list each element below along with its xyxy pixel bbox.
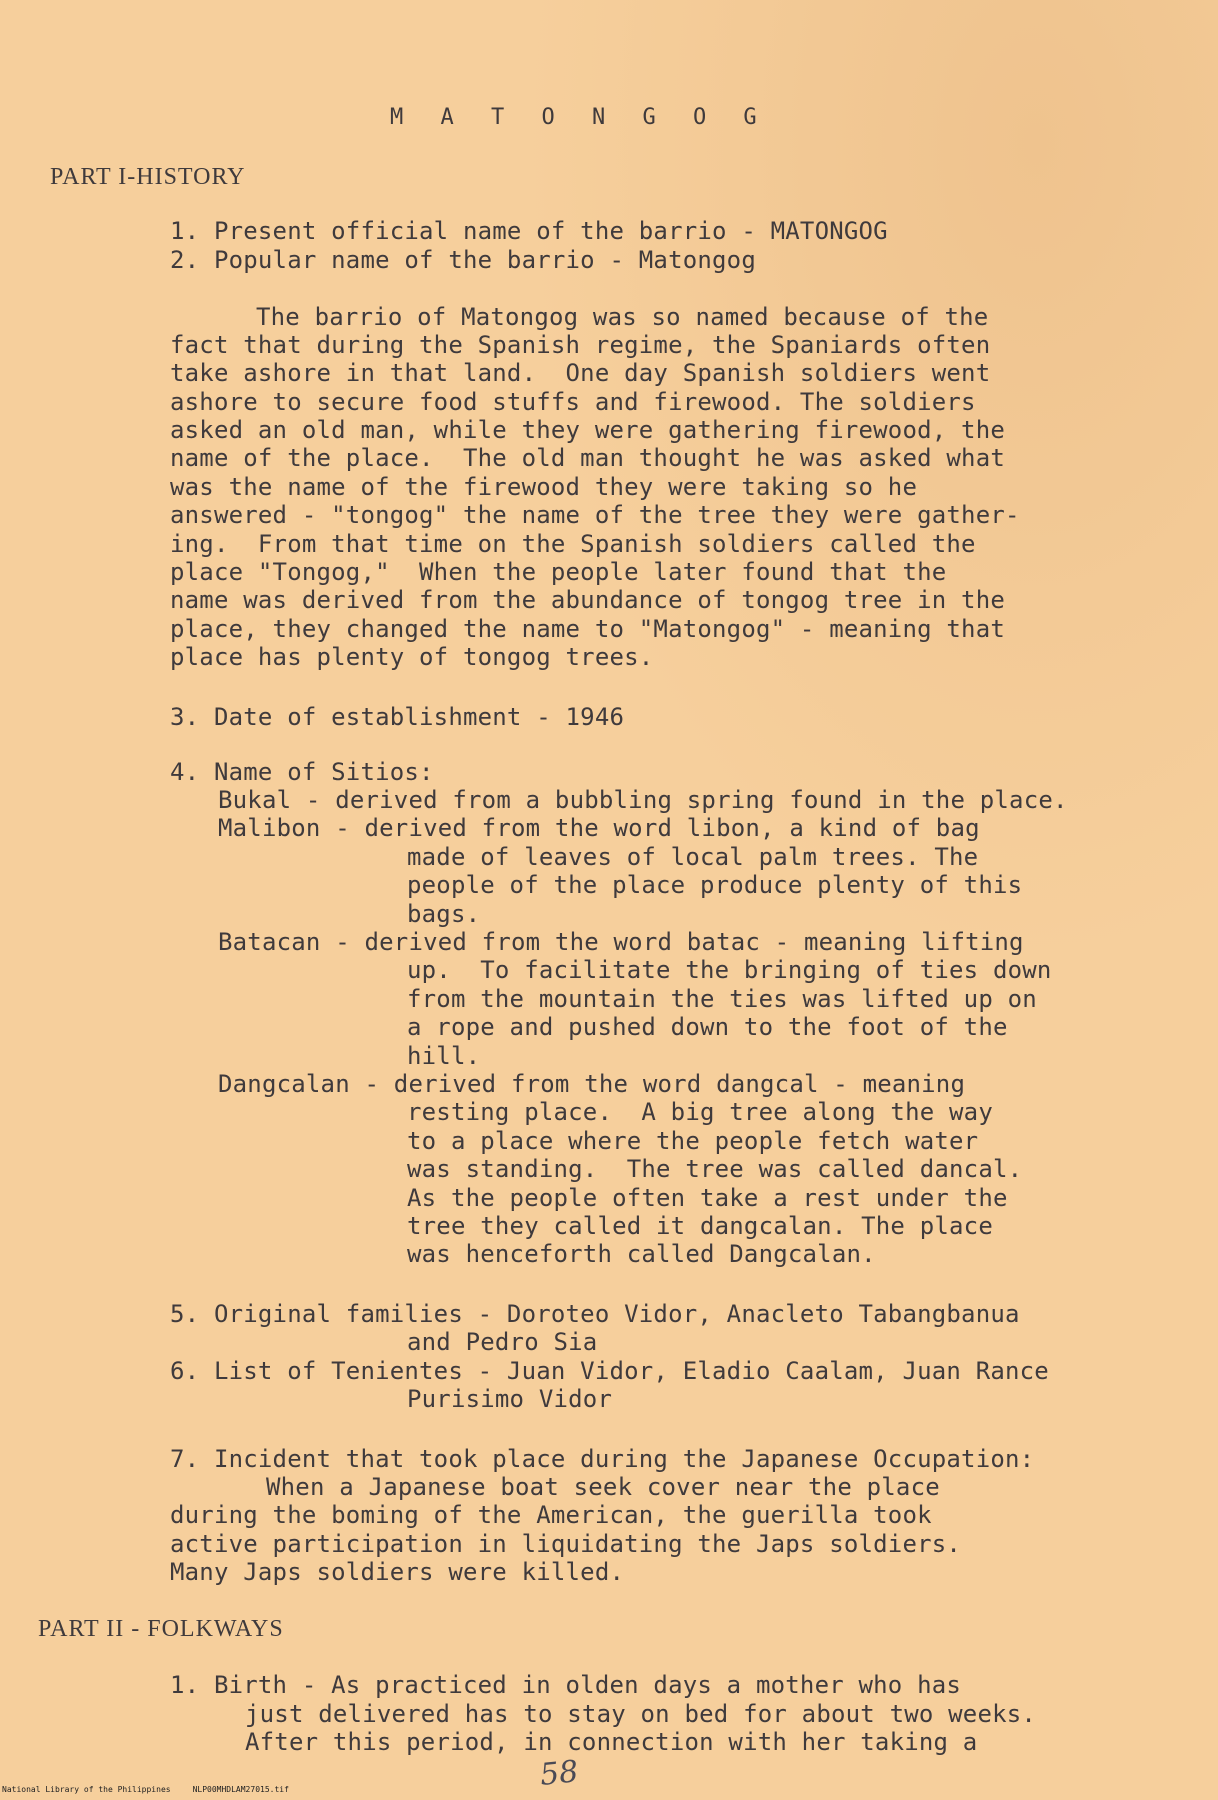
part1-heading: PART I-HISTORY — [50, 164, 246, 190]
incident-line: Many Japs soldiers were killed. — [170, 1558, 625, 1586]
footer-filename: NLP00MHDLAM27015.tif — [192, 1785, 289, 1794]
sitio-malibon-line: people of the place produce plenty of this — [407, 871, 1023, 899]
history-line: place "Tongog," When the people later found that the — [170, 558, 947, 586]
item-tenientes-line: Purisimo Vidor — [407, 1385, 613, 1413]
sitio-dangcalan: Dangcalan - derived from the word dangcal - meaning — [218, 1070, 966, 1098]
history-line: asked an old man, while they were gathering firewood, the — [170, 416, 1006, 444]
history-line: take ashore in that land. One day Spanish soldiers went — [170, 359, 991, 387]
history-line: name was derived from the abundance of tongog tree in the — [170, 586, 1006, 614]
item-original-families-line: and Pedro Sia — [407, 1328, 598, 1356]
history-line: was the name of the firewood they were taking so he — [170, 473, 918, 501]
history-line: name of the place. The old man thought he was asked what — [170, 444, 1006, 472]
incident-line: during the boming of the American, the guerilla took — [170, 1501, 932, 1529]
sitio-dangcalan-line: was standing. The tree was called dancal. — [407, 1155, 1023, 1183]
sitio-dangcalan-line: tree they called it dangcalan. The place — [407, 1212, 993, 1240]
sitio-batacan: Batacan - derived from the word batac - meaning lifting — [218, 928, 1024, 956]
part2-heading: PART II - FOLKWAYS — [38, 1616, 284, 1642]
page-number-mark: 58 — [538, 1754, 580, 1793]
sitio-batacan-line: up. To facilitate the bringing of ties down — [407, 956, 1052, 984]
sitio-dangcalan-line: As the people often take a rest under the — [407, 1184, 1008, 1212]
sitio-batacan-line: a rope and pushed down to the foot of the — [407, 1013, 1008, 1041]
sitio-batacan-line: from the mountain the ties was lifted up on — [407, 985, 1037, 1013]
sitio-malibon: Malibon - derived from the word libon, a kind of bag — [218, 814, 980, 842]
item-original-families: 5. Original families - Doroteo Vidor, Anacleto Tabangbanua — [170, 1300, 1020, 1328]
sitio-dangcalan-line: resting place. A big tree along the way — [407, 1098, 993, 1126]
history-line: place, they changed the name to "Matongog" - meaning that — [170, 615, 1006, 643]
sitio-dangcalan-line: to a place where the people fetch water — [407, 1127, 979, 1155]
birth-line: After this period, in connection with her taking a — [245, 1728, 978, 1756]
history-line: The barrio of Matongog was so named because of the — [256, 303, 989, 331]
item-incident: 7. Incident that took place during the Japanese Occupation: — [170, 1445, 1035, 1473]
item-popular-name: 2. Popular name of the barrio - Matongog — [170, 246, 756, 274]
incident-line: When a Japanese boat seek cover near the place — [266, 1473, 940, 1501]
sitio-bukal: Bukal - derived from a bubbling spring found in the place. — [218, 786, 1068, 814]
item-tenientes: 6. List of Tenientes - Juan Vidor, Eladio Caalam, Juan Rance — [170, 1357, 1049, 1385]
sitio-batacan-line: hill. — [407, 1042, 481, 1070]
incident-line: active participation in liquidating the Japs soldiers. — [170, 1530, 962, 1558]
history-line: answered - "tongog" the name of the tree they were gather- — [170, 501, 1020, 529]
sitio-malibon-line: bags. — [407, 900, 481, 928]
birth-line: just delivered has to stay on bed for about two weeks. — [245, 1700, 1037, 1728]
footer-library: National Library of the Philippines — [2, 1785, 171, 1794]
item-establishment: 3. Date of establishment - 1946 — [170, 703, 625, 731]
document-title: M A T O N G O G — [390, 105, 769, 130]
sitio-malibon-line: made of leaves of local palm trees. The — [407, 843, 979, 871]
sitios-heading: 4. Name of Sitios: — [170, 758, 434, 786]
history-line: place has plenty of tongog trees. — [170, 643, 654, 671]
history-line: ing. From that time on the Spanish soldiers called the — [170, 530, 976, 558]
history-line: ashore to secure food stuffs and firewood. The soldiers — [170, 388, 976, 416]
history-line: fact that during the Spanish regime, the Spaniards often — [170, 331, 991, 359]
item-official-name: 1. Present official name of the barrio - MATONGOG — [170, 217, 888, 245]
footer — [2, 1785, 311, 1794]
item-birth: 1. Birth - As practiced in olden days a mother who has — [170, 1671, 962, 1699]
sitio-dangcalan-line: was henceforth called Dangcalan. — [407, 1240, 876, 1268]
